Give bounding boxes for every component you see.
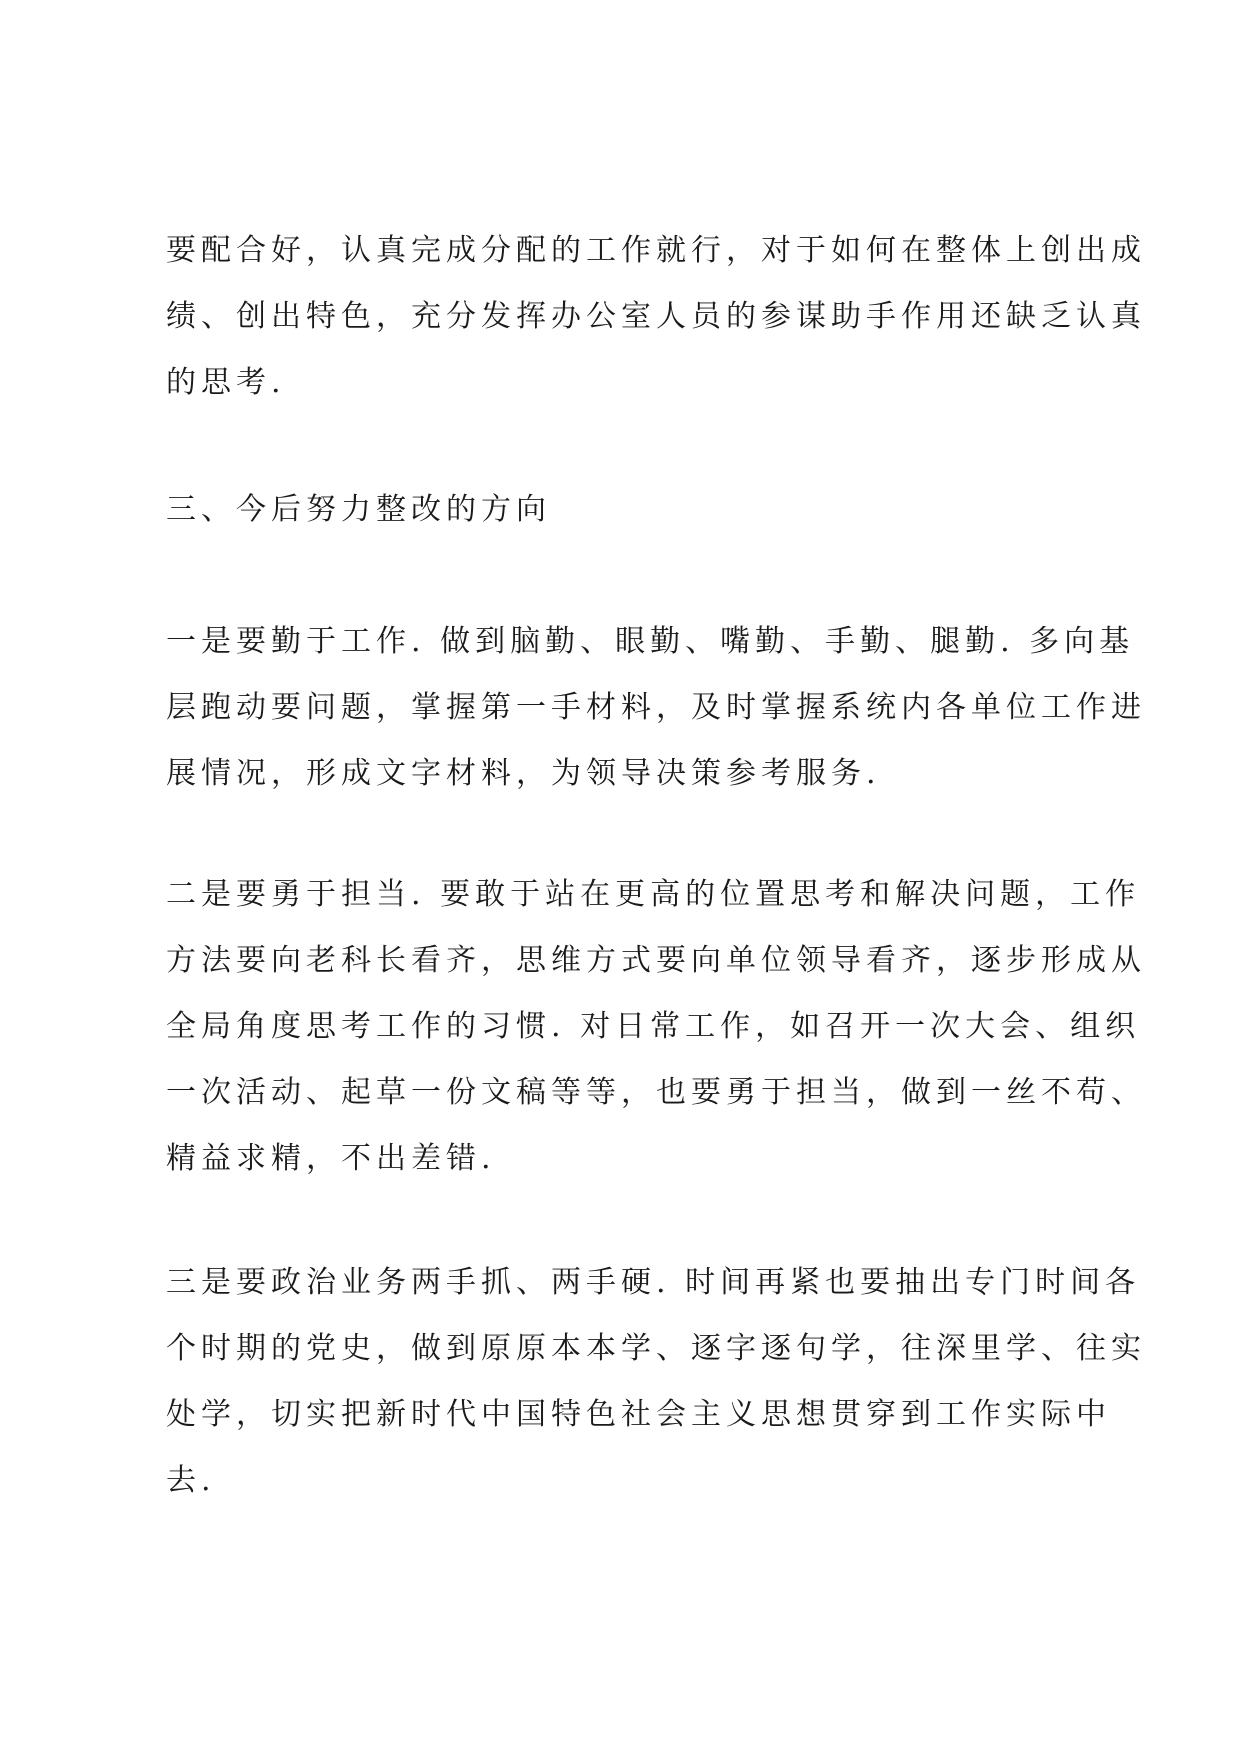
section-heading-text: 三、今后努力整改的方向 <box>166 492 551 527</box>
paragraph-politics-business <box>166 1250 1146 1514</box>
paragraph-line: 全局角度思考工作的习惯. 对日常工作，如召开一次大会、组织 <box>166 1009 1141 1044</box>
paragraph-line: 方法要向老科长看齐，思维方式要向单位领导看齐，逐步形成从 <box>166 943 1146 978</box>
paragraph-line: 三是要政治业务两手抓、两手硬. 时间再紧也要抽出专门时间各 <box>166 1265 1141 1300</box>
paragraph-line: 的思考. <box>166 365 286 400</box>
paragraph-diligence <box>166 609 1146 807</box>
paragraph-line: 处学，切实把新时代中国特色社会主义思想贯穿到工作实际中 <box>166 1397 1111 1432</box>
paragraph-line: 绩、创出特色，充分发挥办公室人员的参谋助手作用还缺乏认真 <box>166 299 1146 334</box>
paragraph-line: 层跑动要问题，掌握第一手材料，及时掌握系统内各单位工作进 <box>166 690 1146 725</box>
paragraph-line: 一次活动、起草一份文稿等等，也要勇于担当，做到一丝不苟、 <box>166 1075 1146 1110</box>
paragraph-line: 精益求精，不出差错. <box>166 1141 496 1176</box>
paragraph-line: 要配合好，认真完成分配的工作就行，对于如何在整体上创出成 <box>166 233 1146 268</box>
paragraph-continuation <box>166 218 1146 416</box>
paragraph-line: 一是要勤于工作. 做到脑勤、眼勤、嘴勤、手勤、腿勤. 多向基 <box>166 624 1135 659</box>
paragraph-line: 二是要勇于担当. 要敢于站在更高的位置思考和解决问题，工作 <box>166 877 1141 912</box>
paragraph-responsibility <box>166 862 1146 1192</box>
section-heading <box>166 477 1096 543</box>
paragraph-line: 个时期的党史，做到原原本本学、逐字逐句学，往深里学、往实 <box>166 1331 1146 1366</box>
paragraph-line: 去. <box>166 1463 216 1498</box>
paragraph-line: 展情况，形成文字材料，为领导决策参考服务. <box>166 756 881 791</box>
